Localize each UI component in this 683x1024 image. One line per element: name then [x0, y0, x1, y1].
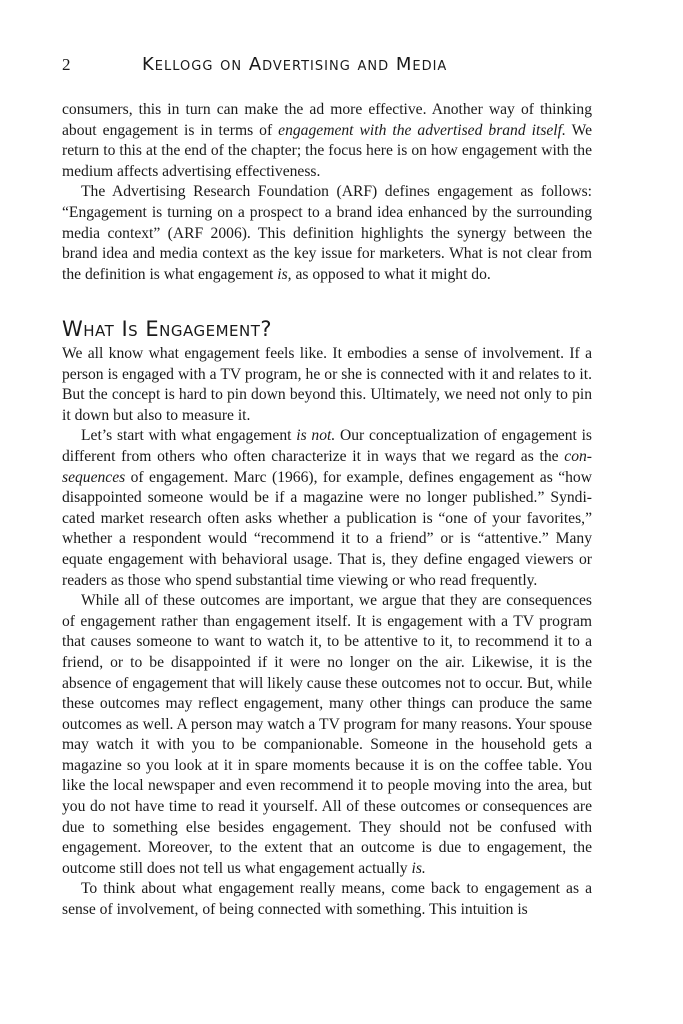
paragraph: We all know what engagement feels like. It embodies a sense of involvement. If a person is engaged with a TV program, he or she is connected with it and relates to it. But the concept is hard to pin down beyond this. Ultimately, we need not only to pin it down but also to measure it.	[62, 345, 592, 424]
italic-text: consequences	[62, 447, 592, 486]
body-text-main	[62, 344, 592, 921]
text-run: as opposed to what it might do.	[291, 265, 491, 283]
paragraph	[62, 591, 592, 879]
body-text-top	[62, 100, 592, 285]
italic-text: engagement with the advertised brand itself.	[278, 121, 566, 139]
text-run: We return to this at the end of the chapter; the focus here is on how engagement with the medium affects advertising effectiveness.	[62, 121, 592, 180]
italic-text: is.	[411, 859, 426, 877]
text-run: While all of these outcomes are important, we argue that they are consequences of engagement rather than engagement itself. It is engagement with a TV program that causes someone to want to watch it, to be attentive to it, to recommend it to a friend, or to be disappointed if it were no longer on the air. Likewise, it is the absence of engagement that will likely cause these outcomes not to occur. But, while these outcomes may reflect engagement, many other things can produce the same outcomes as well. A person may watch a TV program for many reasons. Your spouse may watch it with you to be companionable. Someone in the household gets a magazine so you look at it in spare moments because it is on the coffee table. You like the local newspaper and even recommend it to people moving into the area, but you do not have time to read it yourself. All of these outcomes or consequences are due to something else besides engagement. They should not be confused with engagement. Moreover, to the extent that an outcome is due to engagement, the outcome still does not tell us what engagement actually	[62, 592, 592, 877]
italic-text: is,	[277, 265, 292, 283]
text-run: Let’s start with what engagement	[81, 427, 297, 445]
text-run: The Advertising Research Foundation (ARF) defines engagement as follows: “Engagement is turning on a prospect to a brand idea enhanced by the surrounding media context” (ARF 2006). This definition highlights the synergy between the brand idea and media context as the key issue for marketers. What is not clear from the definition is what engagement	[62, 183, 592, 283]
text-run: of engagement. Marc (1966), for example, defines engagement as “how disappointed someone would be if a magazine were no longer published.” Syndicated market research often asks whether a publication is “one of your favorites,” whether a respondent would “recommend it to a friend” or is “attentive.” Many equate engagement with behavioral usage. That is, they define engaged viewers or readers as those who spend substantial time viewing or who read frequently.	[62, 468, 592, 589]
text-run: Our conceptualization of engagement is different from others who often characterize it in ways that we regard as the	[62, 427, 593, 465]
paragraph: To think about what engagement really means, come back to engagement as a sense of involvement, of being connected with something. This intuition is	[62, 880, 592, 919]
page-number: 2	[62, 55, 71, 74]
paragraph	[62, 100, 592, 182]
book-title: Kellogg on Advertising and Media	[142, 54, 448, 75]
italic-text: is not.	[296, 427, 336, 445]
section-heading: What Is Engagement?	[62, 317, 273, 341]
text-run: consumers, this in turn can make the ad more effective. Another way of thinking about engagement is in terms of	[62, 101, 592, 139]
paragraph	[62, 182, 592, 285]
paragraph	[62, 426, 592, 591]
running-head	[62, 54, 592, 76]
